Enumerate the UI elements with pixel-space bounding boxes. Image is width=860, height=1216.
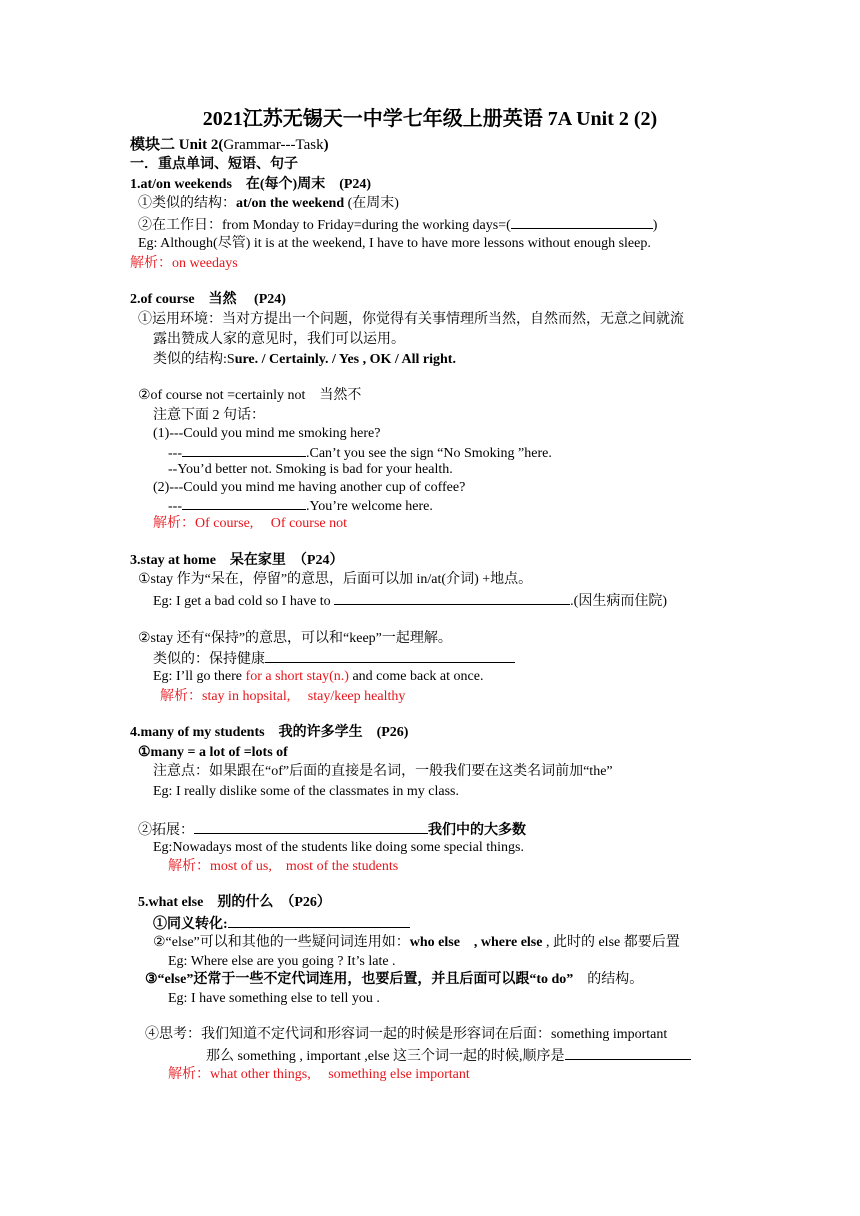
item2-heading: 2.of course 当然 (P24): [130, 292, 286, 307]
item2-line3: 类似的结构:Sure. / Certainly. / Yes , OK / All right.: [153, 352, 456, 367]
fill-blank[interactable]: [228, 914, 410, 928]
fill-blank[interactable]: [511, 215, 653, 229]
module-heading: 模块二 Unit 2(Grammar---Task): [130, 137, 329, 153]
item2-line4: ②of course not =certainly not 当然不: [138, 388, 362, 403]
item5-answer-key: 解析：what other things, something else important: [168, 1067, 470, 1082]
item3-answer-key: 解析：stay in hopsital, stay/keep healthy: [160, 689, 406, 704]
item4-example2: Eg:Nowadays most of the students like doing some special things.: [153, 840, 524, 855]
document-title: 2021江苏无锡天一中学七年级上册英语 7A Unit 2 (2): [202, 108, 658, 130]
item1-line1: ①类似的结构：at/on the weekend (在周末): [138, 196, 399, 211]
item3-line1: ①stay 作为“呆在，停留”的意思，后面可以加 in/at(介词) +地点。: [138, 572, 533, 587]
item4-line1: ①many = a lot of =lots of: [138, 745, 288, 760]
item4-line3: ②拓展： 我们中的大多数: [138, 820, 526, 840]
fill-blank[interactable]: [194, 820, 428, 834]
item2-answer2: --- .You’re welcome here.: [168, 496, 433, 516]
item2-line1: ①运用环境：当对方提出一个问题，你觉得有关事情理所当然，自然而然，无意之间就流: [138, 312, 684, 327]
item5-line5: 那么 something , important ,else 这三个词一起的时候,顺序是: [206, 1046, 691, 1066]
item1-line2: ②在工作日：from Monday to Friday=during the working days=( ): [138, 215, 657, 235]
item5-line1: ①同义转化:: [153, 914, 410, 934]
item2-line5: 注意下面 2 句话：: [153, 408, 265, 423]
fill-blank[interactable]: [334, 591, 570, 605]
item3-example2: Eg: I’ll go there for a short stay(n.) and come back at once.: [153, 669, 484, 684]
item3-example1: Eg: I get a bad cold so I have to .(因生病而住院): [153, 591, 667, 611]
item4-heading: 4.many of my students 我的许多学生 (P26): [130, 725, 409, 740]
fill-blank[interactable]: [182, 496, 306, 510]
item1-example: Eg: Although(尽管) it is at the weekend, I have to have more lessons without enough sleep.: [138, 236, 651, 251]
fill-blank[interactable]: [565, 1046, 691, 1060]
fill-blank[interactable]: [182, 443, 306, 457]
item3-heading: 3.stay at home 呆在家里 （P24）: [130, 553, 344, 568]
item4-answer-key: 解析：most of us, most of the students: [168, 859, 399, 874]
item5-heading: 5.what else 别的什么 （P26）: [138, 895, 331, 910]
item2-line2: 露出赞成人家的意见时，我们可以运用。: [153, 332, 405, 347]
item5-line3: ③“else”还常于一些不定代词连用，也要后置，并且后面可以跟“to do” 的结构。: [145, 972, 644, 987]
item5-line4: ④思考：我们知道不定代词和形容词一起的时候是形容词在后面：something important: [145, 1027, 668, 1042]
item5-line2: ②“else”可以和其他的一些疑问词连用如：who else , where else , 此时的 else 都要后置: [153, 935, 680, 950]
fill-blank[interactable]: [265, 649, 515, 663]
item4-example1: Eg: I really dislike some of the classmates in my class.: [153, 784, 459, 799]
section-heading: 一．重点单词、短语、句子: [130, 157, 298, 172]
item2-question1: (1)---Could you mind me smoking here?: [153, 426, 381, 441]
item5-example2: Eg: I have something else to tell you .: [168, 991, 380, 1006]
item2-question2: (2)---Could you mind me having another cup of coffee?: [153, 480, 466, 495]
item2-answer-key: 解析：Of course, Of course not: [153, 516, 348, 531]
item5-example1: Eg: Where else are you going ? It’s late .: [168, 954, 396, 969]
item4-line2: 注意点：如果跟在“of”后面的直接是名词，一般我们要在这类名词前加“the”: [153, 764, 613, 779]
item3-line2: ②stay 还有“保持”的意思，可以和“keep”一起理解。: [138, 631, 452, 646]
item2-answer1b: --You’d better not. Smoking is bad for your health.: [168, 462, 453, 477]
item3-line3: 类似的：保持健康: [153, 649, 515, 669]
item1-answer: 解析：on weedays: [130, 256, 238, 271]
item2-answer1: --- .Can’t you see the sign “No Smoking ”here.: [168, 443, 552, 463]
item1-heading: 1.at/on weekends 在(每个)周末 (P24): [130, 177, 372, 192]
